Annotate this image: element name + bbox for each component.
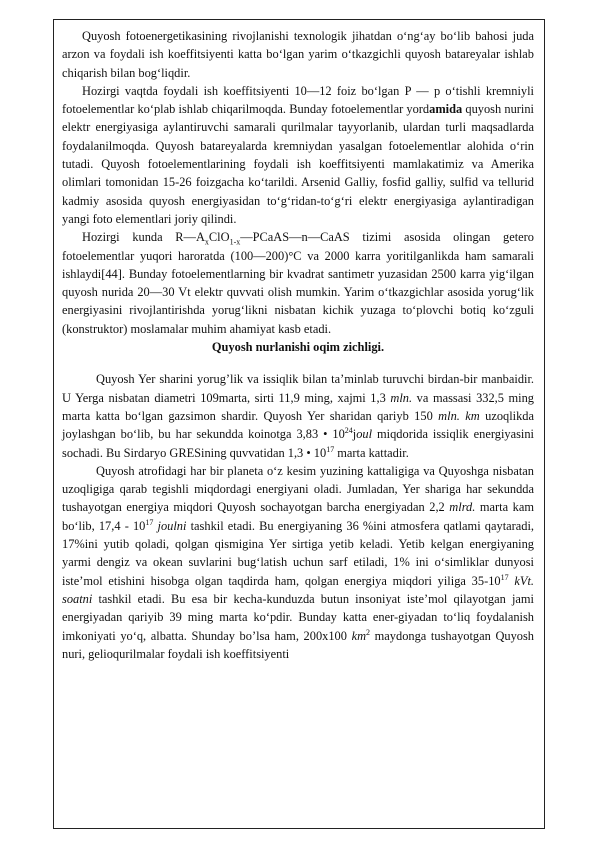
superscript: 24 <box>344 426 353 436</box>
text-run: va massasi 332,5 ming marta katta bo‘lgan gazsimon shardir. Quyosh Yer sharidan qariyb 150 <box>62 390 535 423</box>
text-run: uzoqlikda joylashgan bo‘lib, bu har sekundda koinotga 3,83 • 10 <box>62 408 534 442</box>
text-run: Quyosh Yer sharini yorug’lik va issiqlik bilan ta’minlab turuvchi birdan-bir manbaidir. U Yerga nisbatan diametri 109marta, sirti 11,9 ming, xajmi 1,3 <box>62 372 534 405</box>
text-run: ClO <box>208 230 230 245</box>
paragraph-planet-energy <box>62 462 534 663</box>
text-run: Hozirgi kunda R—A <box>82 230 205 245</box>
italic-run: kVt. soatni <box>62 573 534 606</box>
subscript: 1-x <box>229 237 241 247</box>
text-run: marta kattadir. <box>334 445 409 460</box>
superscript: 2 <box>366 627 371 637</box>
italic-run: joulni <box>153 518 187 533</box>
paragraph-silicon-cells <box>62 82 534 228</box>
text-run: j <box>352 427 357 442</box>
superscript: 17 <box>145 517 154 527</box>
text-run: —PCaAS—n—CaAS tizimi asosida olingan getero fotoelementlar yuqori haroratda (100—200)°C va 2000 karra yoritilganlikda ham samarali ishlaydi[44]. Bunday fotoelementlarning bir kvadrat santimetr yuzasidan 2500 karra yig‘ilgan quyosh nurida 20—30 Vt elektr quvvati olish mumkin. Yarim o‘tkazgichlar asosida yorug‘lik energiyasini rivojlantirishda yorug‘likni nisbatan kichik yuzaga to‘plovchi botiq ko‘zguli (konstruktor) moslamalar muhim ahamiyat kasb etadi. <box>62 230 534 336</box>
paragraph-hetero-cells <box>62 228 534 338</box>
italic-run: mln. <box>390 390 413 405</box>
paragraph-intro <box>62 27 534 82</box>
paragraph-sun-source <box>62 370 534 461</box>
subscript: x <box>204 237 209 247</box>
text-run: Quyosh atrofidagi har bir planeta o‘z kesim yuzining kattaligiga va Quyoshga nisbatan uzoqligiga qarab tegishli miqdordagi energiyani oladi. Jumladan, Yer shariga har sekundda tushayotgan energiya miqdori Quyosh sochayotgan barcha energiyadan 2,2 <box>62 463 534 515</box>
italic-run: oul <box>356 427 373 442</box>
text-run: maydonga tushayotgan Quyosh nuri, gelioqurilmalar foydali ish koeffitsiyenti <box>62 628 535 661</box>
document-body <box>62 27 534 663</box>
text-run: marta kam bo‘lib, 17,4 - 10 <box>62 500 534 533</box>
superscript: 17 <box>500 572 509 582</box>
text-run: tashkil etadi. Bu esa bir kecha-kunduzda butun insoniyat iste’mol qilayotgan jami energiyadan qariyib 39 ming marta ko‘pdir. Bunday katta ener-giyadan to‘liq foydalanish imkoniyati yo‘q, albatta. Shunday bo’lsa ham, 200x100 <box>62 591 534 643</box>
italic-run: km <box>351 628 367 643</box>
text-run: miqdorida issiqlik energiyasini sochadi. Bu Sirdaryo GRESining quvvatidan 1,3 • 10 <box>62 427 534 460</box>
text-run: Hozirgi vaqtda foydali ish koeffitsiyenti 10—12 foiz bo‘lgan P — p o‘tishli kremniyli fotoelementlar ko‘plab ishlab chiqarilmoqda. Bunday fotoelementlar yord <box>62 83 534 117</box>
section-title: Quyosh nurlanishi oqim zichligi. <box>211 340 385 355</box>
bold-run: amida <box>429 102 463 117</box>
superscript: 17 <box>326 444 335 454</box>
paragraph-intro-text: Quyosh fotoenergetikasining rivojlanishi texnologik jihatdan o‘ng‘ay bo‘lib bahosi juda arzon va foydali ish koeffitsiyenti katta bo‘lgan yarim o‘tkazgichli quyosh batareyalar ishlab chiqarish bilan bog‘liqdir. <box>62 29 534 80</box>
italic-run: mlrd. <box>449 500 476 515</box>
text-run: tashkil etadi. Bu energiyaning 36 %ini atmosfera qatlami qaytaradi, 17%ini yutib qoladi, qolgan qismigina Yer sirtiga yetib keladi. Yetib kelgan energiyaning yarmi dengiz va okean suvlarini bug‘latish uchun sarf etiladi, 1% ini o‘simliklar dunyosi iste’mol etishini hisobga olgan taqdirda ham, qolgan energiya miqdori yiliga 35-10 <box>62 518 534 588</box>
text-run: quyosh nurini elektr energiyasiga aylantiruvchi samarali qurilmalar tayyorlanib, ulardan turli maqsadlarda foydalanilmoqda. Quyosh batareyalarda kremniydan yasalgan fotoelementlar alohida o‘rin tutadi. Quyosh fotoelementlarining foydali ish koeffitsiyenti mamlakatimiz va Amerika olimlari tomonidan 15-26 foizgacha ko‘tarildi. Arsenid Galliy, fosfid galliy, sulfid va tellurid kadmiy asosida quyosh energiyasidan to‘g‘ridan-to‘g‘ri elektr energiyasiga aylantiradigan yangi foto elementlari joriy qilindi. <box>62 102 534 226</box>
italic-run: mln. km <box>438 408 480 423</box>
